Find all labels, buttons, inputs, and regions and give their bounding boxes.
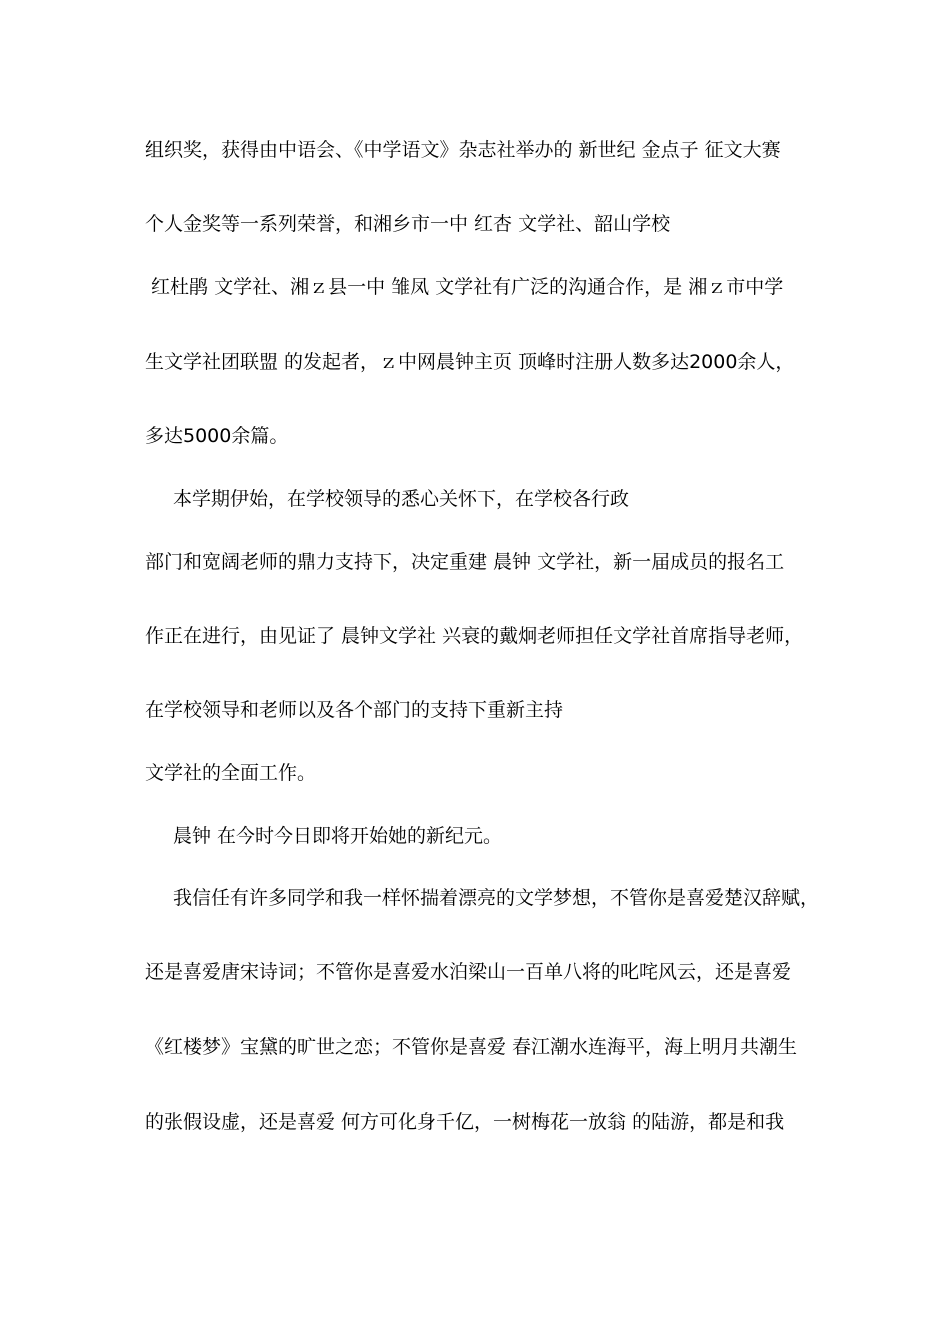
text-line-14: 《红楼梦》宝黛的旷世之恋；不管你是喜爱 春江潮水连海平，海上明月共潮生 <box>145 1036 798 1058</box>
text-line-15: 的张假设虚，还是喜爱 何方可化身千亿，一树梅花一放翁 的陆游，都是和我 <box>145 1111 785 1133</box>
text-line-4: 生文学社团联盟 的发起者，ｚ中网晨钟主页 顶峰时注册人数多达2000余人， <box>145 351 795 373</box>
text-line-3: 红杜鹃 文学社、湘ｚ县一中 雏凤 文学社有广泛的沟通合作，是 湘ｚ市中学 <box>145 276 784 298</box>
text-line-10: 文学社的全面工作。 <box>145 762 317 784</box>
text-line-8: 作正在进行，由见证了 晨钟文学社 兴衰的戴炯老师担任文学社首席指导老师， <box>145 625 804 647</box>
text-line-13: 还是喜爱唐宋诗词；不管你是喜爱水泊梁山一百单八将的叱咤风云，还是喜爱 <box>145 961 792 983</box>
text-line-12: 我信任有许多同学和我一样怀揣着漂亮的文学梦想，不管你是喜爱楚汉辞赋， <box>173 887 820 909</box>
text-line-9: 在学校领导和老师以及各个部门的支持下重新主持 <box>145 699 564 721</box>
text-line-2: 个人金奖等一系列荣誉，和湘乡市一中 红杏 文学社、韶山学校 <box>145 213 671 235</box>
text-line-5: 多达5000余篇。 <box>145 425 289 447</box>
text-line-7: 部门和宽阔老师的鼎力支持下，决定重建 晨钟 文学社，新一届成员的报名工 <box>145 551 785 573</box>
text-line-6: 本学期伊始，在学校领导的悉心关怀下，在学校各行政 <box>173 488 630 510</box>
text-line-1: 组织奖，获得由中语会、《中学语文》杂志社举办的 新世纪 金点子 征文大赛 <box>145 139 781 161</box>
text-line-11: 晨钟 在今时今日即将开始她的新纪元。 <box>173 825 503 847</box>
